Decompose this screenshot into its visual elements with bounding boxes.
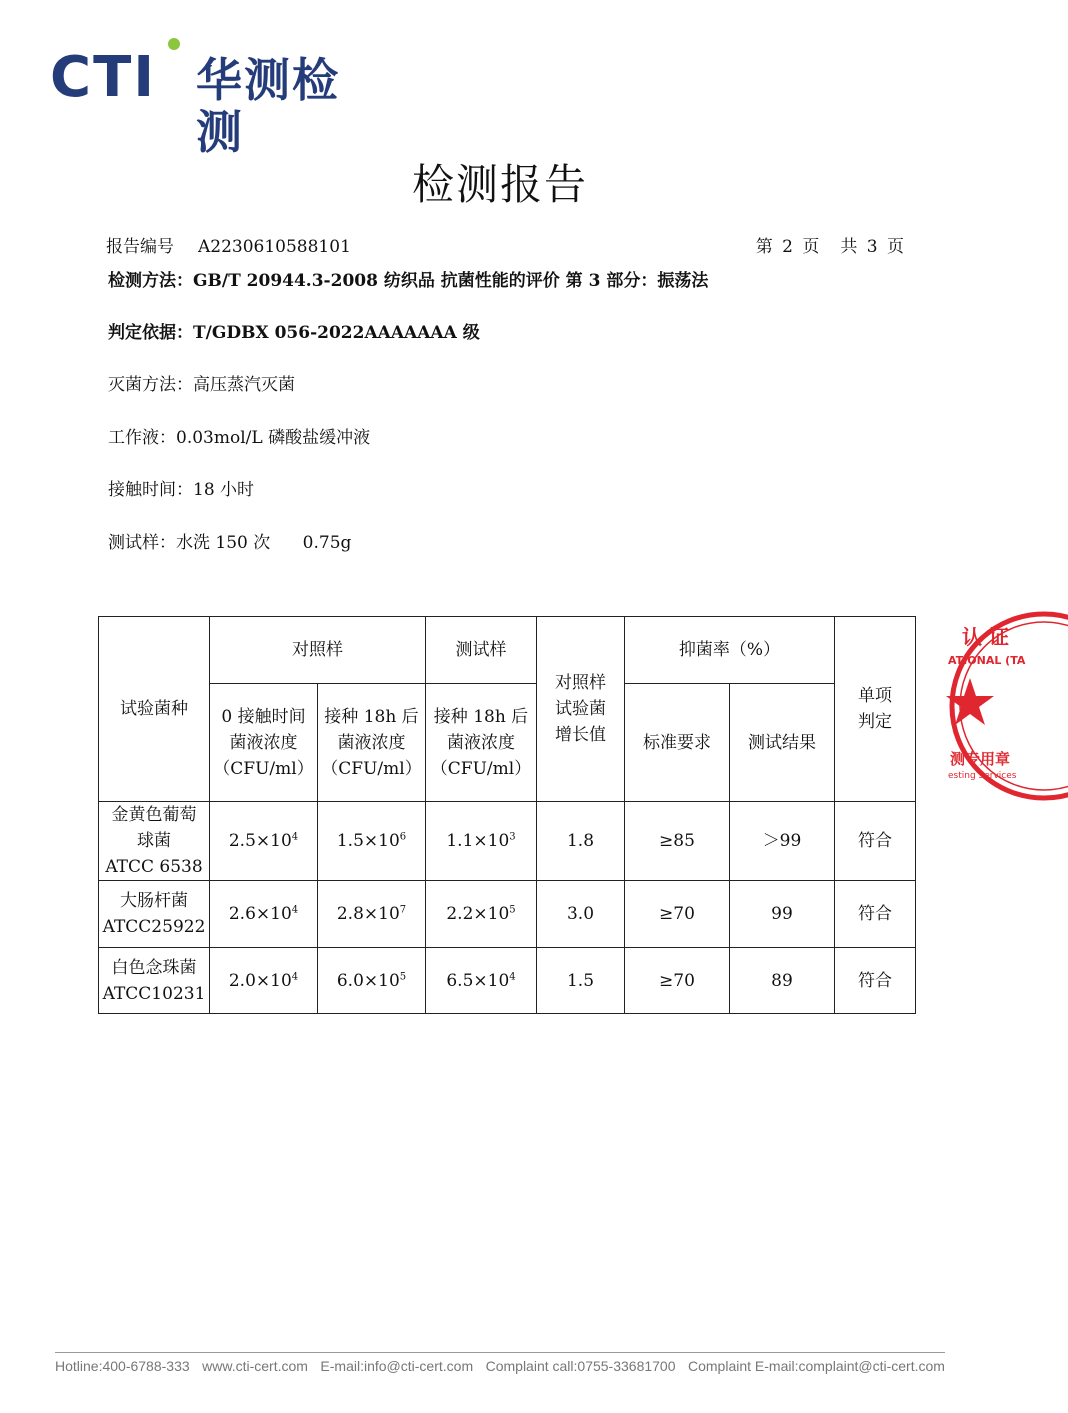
test-sample: 测试样：水洗 150 次 0.75g (108, 533, 352, 553)
cell-control-18h: $1.5\times 10^6$ (318, 802, 426, 881)
sterilization-method: 灭菌方法：高压蒸汽灭菌 (108, 375, 295, 395)
footer-divider (55, 1352, 945, 1353)
svg-text:ATIONAL (TA: ATIONAL (TA (948, 654, 1026, 667)
header-growth: 对照样 试验菌 增长值 (537, 617, 625, 802)
subheader-result: 测试结果 (730, 684, 835, 802)
cell-strain: 大肠杆菌 ATCC25922 (99, 881, 210, 948)
cell-test-18h: $2.2\times 10^5$ (426, 881, 537, 948)
cell-growth: 1.8 (537, 802, 625, 881)
footer-hotline: Hotline:400-6788-333 (55, 1358, 190, 1374)
cell-test-18h: $1.1\times 10^3$ (426, 802, 537, 881)
footer-complaint-call: Complaint call:0755-33681700 (485, 1358, 676, 1374)
svg-text:esting Services: esting Services (948, 771, 1017, 781)
logo-brand: CTI (50, 45, 157, 110)
cell-result: 89 (730, 948, 835, 1014)
cell-control-0h: $2.6\times 10^4$ (210, 881, 318, 948)
official-stamp (948, 606, 1068, 806)
header-strain: 试验菌种 (99, 617, 210, 802)
logo-dot (168, 38, 180, 50)
header-rate: 抑菌率（%） (625, 617, 835, 684)
header-test: 测试样 (426, 617, 537, 684)
cell-standard: ≥85 (625, 802, 730, 881)
report-number-value: A2230610588101 (198, 237, 351, 257)
cell-judge: 符合 (835, 948, 916, 1014)
cell-judge: 符合 (835, 881, 916, 948)
company-logo (50, 38, 370, 159)
cell-strain: 白色念珠菌 ATCC10231 (99, 948, 210, 1014)
footer-email[interactable]: E-mail:info@cti-cert.com (320, 1358, 474, 1374)
page-info: 第 2 页 共 3 页 (755, 237, 906, 257)
footer-website[interactable]: www.cti-cert.com (202, 1358, 308, 1374)
header-control: 对照样 (210, 617, 426, 684)
table-header-row (99, 617, 916, 684)
cell-judge: 符合 (835, 802, 916, 881)
subheader-control-0h: 0 接触时间 菌液浓度 （CFU/ml） (210, 684, 318, 802)
test-method: 检测方法：GB/T 20944.3-2008 纺织品 抗菌性能的评价 第 3 部分：振荡法 (108, 271, 709, 291)
cell-control-0h: $2.0\times 10^4$ (210, 948, 318, 1014)
report-number (106, 232, 351, 257)
cell-growth: 1.5 (537, 948, 625, 1014)
cell-control-0h: $2.5\times 10^4$ (210, 802, 318, 881)
cell-result: ＞99 (730, 802, 835, 881)
footer-complaint-email[interactable]: Complaint E-mail:complaint@cti-cert.com (688, 1358, 945, 1374)
table-row (99, 948, 916, 1014)
subheader-standard: 标准要求 (625, 684, 730, 802)
cell-standard: ≥70 (625, 948, 730, 1014)
table-row (99, 881, 916, 948)
cell-result: 99 (730, 881, 835, 948)
logo-chinese-name: 华测检测 (196, 53, 340, 159)
cell-strain: 金黄色葡萄 球菌 ATCC 6538 (99, 802, 210, 881)
table-row (99, 802, 916, 881)
results-table (98, 616, 916, 1014)
svg-text:测专用章: 测专用章 (950, 750, 1011, 768)
cell-growth: 3.0 (537, 881, 625, 948)
working-fluid: 工作液：0.03mol/L 磷酸盐缓冲液 (108, 428, 371, 448)
contact-time: 接触时间：18 小时 (108, 480, 255, 500)
subheader-test-18h: 接种 18h 后 菌液浓度 （CFU/ml） (426, 684, 537, 802)
report-number-label: 报告编号 (106, 237, 174, 257)
cell-control-18h: $6.0\times 10^5$ (318, 948, 426, 1014)
cell-control-18h: $2.8\times 10^7$ (318, 881, 426, 948)
cell-test-18h: $6.5\times 10^4$ (426, 948, 537, 1014)
judgment-basis: 判定依据：T/GDBX 056-2022AAAAAAA 级 (108, 323, 480, 343)
cell-standard: ≥70 (625, 881, 730, 948)
footer (55, 1358, 945, 1374)
svg-text:认 证: 认 证 (962, 625, 1009, 649)
header-judge: 单项 判定 (835, 617, 916, 802)
table-subheader-row (99, 684, 916, 802)
page-title: 检测报告 (411, 160, 588, 209)
subheader-control-18h: 接种 18h 后 菌液浓度 （CFU/ml） (318, 684, 426, 802)
